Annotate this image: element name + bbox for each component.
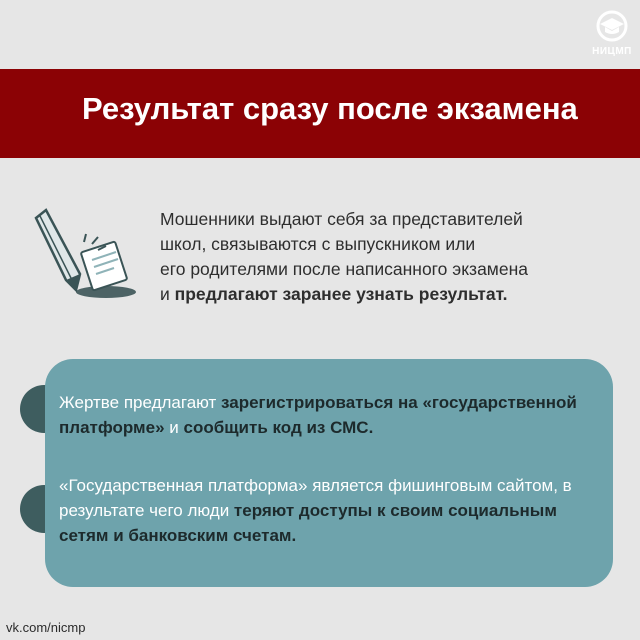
- info-paragraph-1: [59, 390, 604, 440]
- intro-text: [160, 207, 600, 307]
- intro-prefix: и: [160, 284, 175, 304]
- graduation-cap-icon: [590, 8, 634, 46]
- page-title: Результат сразу после экзамена: [82, 91, 578, 126]
- intro-line: [160, 282, 600, 307]
- logo-text: НИЦМП: [592, 46, 632, 57]
- intro-highlight: предлагают заранее узнать результат.: [174, 284, 508, 304]
- info-highlight: сообщить код из СМС.: [183, 418, 374, 437]
- info-highlight: теряют доступы к своим социальным сетям и банковским счетам.: [59, 501, 557, 545]
- info-text: и: [164, 418, 184, 437]
- footer-link[interactable]: vk.com/nicmp: [6, 620, 86, 635]
- logo: [590, 8, 634, 60]
- intro-line: Мошенники выдают себя за представителей: [160, 209, 523, 229]
- pencil-paper-icon: [28, 204, 138, 304]
- title-banner: [0, 69, 640, 158]
- info-text: Жертве предлагают: [59, 393, 222, 412]
- intro-line: школ, связываются с выпускником или: [160, 234, 476, 254]
- info-text: «Государственная платформа» является фишинговым сайтом, в результате чего люди: [59, 476, 572, 520]
- intro-line: его родителями после написанного экзамена: [160, 259, 528, 279]
- info-paragraph-2: [59, 473, 604, 548]
- info-highlight: зарегистрироваться на «государственной платформе»: [59, 393, 577, 437]
- info-card: [45, 359, 613, 587]
